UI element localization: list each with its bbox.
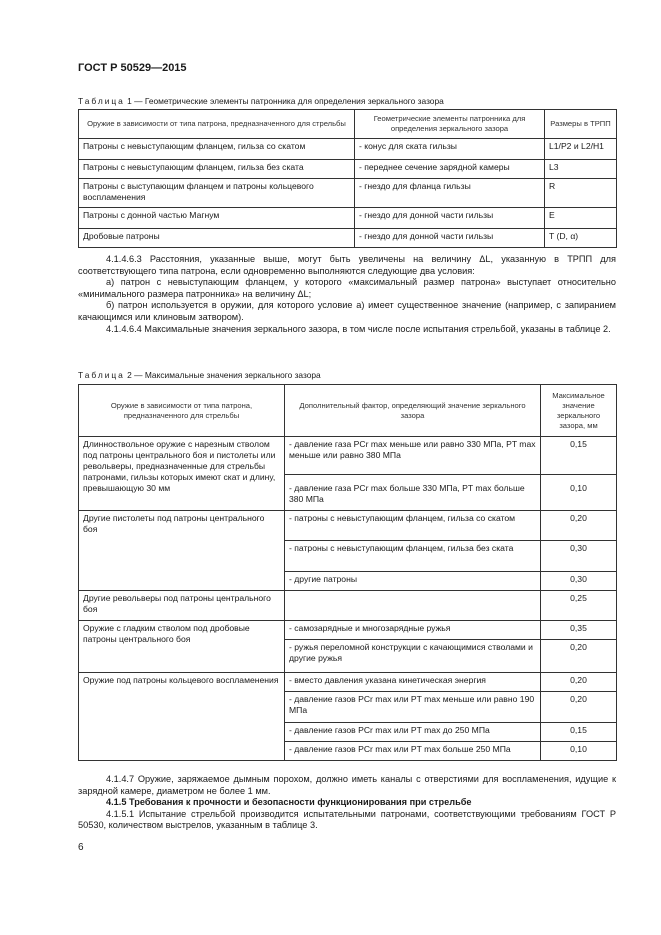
paragraph: б) патрон используется в оружии, для которого условие а) имеет существенное значение (например, с запиранием качающимся или клиновым затвором). bbox=[78, 300, 616, 322]
table-row bbox=[79, 229, 617, 248]
table-row bbox=[79, 511, 617, 541]
factor-cell: - давление газа PCr max больше 330 МПа, PT max больше 380 МПа bbox=[285, 475, 541, 511]
table1-caption-label: Таблица bbox=[78, 96, 125, 106]
table-cell: L1/P2 и L2/H1 bbox=[545, 139, 617, 160]
table-cell: Патроны с выступающим фланцем и патроны кольцевого воспламенения bbox=[79, 179, 355, 208]
table2-header-cell: Дополнительный фактор, определяющий значение зеркального зазора bbox=[285, 385, 541, 437]
factor-cell: - давление газа PCr max меньше или равно 330 МПа, PT max меньше или равно 380 МПа bbox=[285, 437, 541, 475]
value-cell: 0,15 bbox=[541, 437, 617, 475]
table-cell: L3 bbox=[545, 160, 617, 179]
weapon-cell: Оружие с гладким стволом под дробовые патроны центрального боя bbox=[79, 621, 285, 673]
factor-cell: - вместо давления указана кинетическая энергия bbox=[285, 673, 541, 692]
table1 bbox=[78, 109, 617, 248]
factor-cell: - давление газов PCr max или PT max меньше или равно 190 МПа bbox=[285, 692, 541, 723]
table-cell: T (D, α) bbox=[545, 229, 617, 248]
value-cell: 0,30 bbox=[541, 572, 617, 591]
document-header: ГОСТ Р 50529—2015 bbox=[78, 62, 187, 74]
factor-cell: - ружья переломной конструкции с качающимися стволами и другие ружья bbox=[285, 640, 541, 673]
table1-header-cell: Оружие в зависимости от типа патрона, предназначенного для стрельбы bbox=[79, 110, 355, 139]
value-cell: 0,15 bbox=[541, 723, 617, 742]
value-cell: 0,20 bbox=[541, 692, 617, 723]
table-cell: Патроны с невыступающим фланцем, гильза без ската bbox=[79, 160, 355, 179]
value-cell: 0,10 bbox=[541, 475, 617, 511]
table-cell: Патроны с донной частью Магнум bbox=[79, 208, 355, 229]
table2 bbox=[78, 384, 617, 761]
table1-caption bbox=[78, 96, 444, 106]
table-cell: - гнездо для донной части гильзы bbox=[355, 208, 545, 229]
table2-caption-text: 2 — Максимальные значения зеркального зазора bbox=[127, 370, 321, 380]
value-cell: 0,35 bbox=[541, 621, 617, 640]
table2-header-cell: Максимальное значение зеркального зазора, мм bbox=[541, 385, 617, 437]
table-cell: - переднее сечение зарядной камеры bbox=[355, 160, 545, 179]
factor-cell: - самозарядные и многозарядные ружья bbox=[285, 621, 541, 640]
paragraph: 4.1.4.7 Оружие, заряжаемое дымным порохом, должно иметь каналы с отверстиями для воспламенения, идущие к зарядной камере, диаметром не более 1 мм. bbox=[78, 774, 616, 796]
factor-cell: - давление газов PCr max или PT max больше 250 МПа bbox=[285, 742, 541, 761]
value-cell: 0,25 bbox=[541, 591, 617, 621]
section-heading: 4.1.5 Требования к прочности и безопасности функционирования при стрельбе bbox=[106, 797, 472, 808]
table-row bbox=[79, 139, 617, 160]
table-cell: Патроны с невыступающим фланцем, гильза со скатом bbox=[79, 139, 355, 160]
page-number: 6 bbox=[78, 842, 84, 853]
table-row bbox=[79, 673, 617, 692]
value-cell: 0,20 bbox=[541, 640, 617, 673]
table-row bbox=[79, 437, 617, 475]
table-row bbox=[79, 208, 617, 229]
weapon-cell: Другие револьверы под патроны центрального боя bbox=[79, 591, 285, 621]
body-text-bottom bbox=[78, 774, 616, 832]
paragraph: 4.1.4.6.3 Расстояния, указанные выше, могут быть увеличены на величину ΔL, указанную в ТРПП для соответствующего типа патрона, если одновременно выполняются следующие два условия: bbox=[78, 254, 616, 276]
table2-caption bbox=[78, 370, 321, 380]
table-cell: E bbox=[545, 208, 617, 229]
table2-header-cell: Оружие в зависимости от типа патрона, предназначенного для стрельбы bbox=[79, 385, 285, 437]
factor-cell: - патроны с невыступающим фланцем, гильза без ската bbox=[285, 541, 541, 572]
value-cell: 0,30 bbox=[541, 541, 617, 572]
table-cell: R bbox=[545, 179, 617, 208]
table1-header-cell: Геометрические элементы патронника для определения зеркального зазора bbox=[355, 110, 545, 139]
table-row bbox=[79, 591, 617, 621]
table-row bbox=[79, 160, 617, 179]
table-row bbox=[79, 621, 617, 640]
table1-caption-text: 1 — Геометрические элементы патронника для определения зеркального зазора bbox=[127, 96, 444, 106]
paragraph: 4.1.5.1 Испытание стрельбой производится испытательными патронами, соответствующими требованиям ГОСТ Р 50530, количеством выстрелов, указанным в таблице 3. bbox=[78, 808, 616, 831]
value-cell: 0,10 bbox=[541, 742, 617, 761]
factor-cell: - давление газов PCr max или PT max до 250 МПа bbox=[285, 723, 541, 742]
weapon-cell: Оружие под патроны кольцевого воспламенения bbox=[79, 673, 285, 761]
paragraph: а) патрон с невыступающим фланцем, у которого «максимальный размер патрона» выступает относительно «минимального размера патронника» на величину ΔL; bbox=[78, 277, 616, 299]
table-cell: - гнездо для фланца гильзы bbox=[355, 179, 545, 208]
weapon-cell: Длинноствольное оружие с нарезным стволом под патроны центрального боя и пистолеты или револьверы, предназначенные для стрельбы патронами, гильзы которых имеют скат и длину, превышающую 30 мм bbox=[79, 437, 285, 511]
value-cell: 0,20 bbox=[541, 673, 617, 692]
factor-cell bbox=[285, 591, 541, 621]
table-cell: - конус для ската гильзы bbox=[355, 139, 545, 160]
factor-cell: - патроны с невыступающим фланцем, гильза со скатом bbox=[285, 511, 541, 541]
table-cell: - гнездо для донной части гильзы bbox=[355, 229, 545, 248]
table-row bbox=[79, 179, 617, 208]
paragraph: 4.1.4.6.4 Максимальные значения зеркального зазора, в том числе после испытания стрельбой, указаны в таблице 2. bbox=[106, 323, 611, 334]
table-cell: Дробовые патроны bbox=[79, 229, 355, 248]
factor-cell: - другие патроны bbox=[285, 572, 541, 591]
table2-caption-label: Таблица bbox=[78, 370, 125, 380]
weapon-cell: Другие пистолеты под патроны центрального боя bbox=[79, 511, 285, 591]
value-cell: 0,20 bbox=[541, 511, 617, 541]
table1-header-cell: Размеры в ТРПП bbox=[545, 110, 617, 139]
body-text-mid bbox=[78, 254, 616, 335]
